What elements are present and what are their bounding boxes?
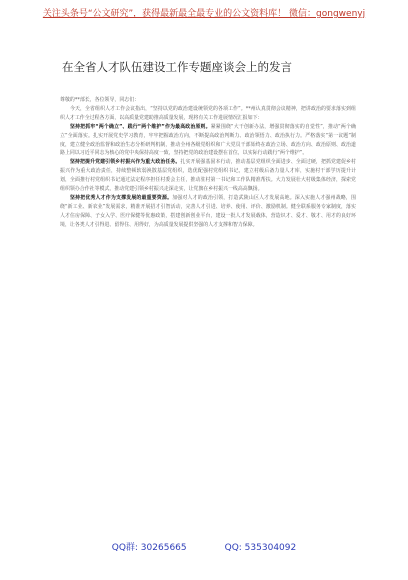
footer-contact	[0, 542, 408, 558]
document-body	[60, 96, 356, 230]
qq-number: QQ: 535304092	[224, 543, 297, 553]
top-banner	[0, 0, 408, 36]
salutation: 尊敬的**部长，各位领导，同志们：	[60, 97, 140, 103]
section-paragraph-3	[60, 194, 356, 230]
paragraph-text: 扎实开展强基固本行动，推动基层党组织全面进步、全面过硬，把抓党建促乡村振兴作为重大政治责任，持续整顿软弱涣散基层党组织，选优配强村党组织书记，建立村级后备力量人才库，实施村干部学历提升计划，全面推行村党组织书记通过法定程序担任村委会主任，推动驻村第一书记和工作队精准帮扶。大力发展壮大村级集体经济，探索党组织领办合作社等模式，推动党建引领乡村振兴走深走实，让党旗在乡村振兴一线高高飘扬。	[60, 159, 356, 193]
section-heading: 坚持把优秀人才作为支撑发展的最重要资源。	[70, 194, 173, 201]
section-paragraph-1	[60, 123, 356, 159]
paragraph-text: 紧紧围绕“大干创新办法，增强贯彻落实的自觉性”，推动“两个确立”全面落实。扎实开展党史学习教育，牢牢把握政治方向，不断提高政治判断力、政治领悟力、政治执行力。严格落实“第一议题”制度，建立健全政治监督和政治生态分析研判机制，推动全州各级党组织和广大党员干部始终在政治立场、政治方向、政治原则、政治道路上同以习近平同志为核心的党中央保持高度一致，坚持把党的政治建设摆在首位，以实际行动践行“两个维护”。	[60, 123, 357, 157]
qq-group: QQ群: 30265665	[111, 543, 187, 553]
section-heading: 坚持把提升党建引领乡村振兴作为重大政治任务。	[70, 159, 181, 166]
banner-link[interactable]: 关注头条号“公文研究”，获得最新最全最专业的公文资料库！ 微信：gongwenyj	[42, 9, 366, 19]
paragraph-text: 今天，全省组织人才工作会议指出，“坚持以党的政治建设统领党的各项工作”。**州认真贯彻会议精神，把讲政治的要求落实到组织人才工作全过程各方面，以高质量党建助推高质量发展，现将有关工作进展情况汇报如下：	[60, 105, 356, 121]
paragraph-text: 加强对人才的政治引领，打造武陵山区人才发展高地。深入实施人才强州战略，围绕“新工业、新农业”发展需求，精准开展招才引智活动，完善人才引进、培养、使用、评价、激励机制。健全联系服务专家制度，落实人才住房保障、子女入学、医疗保健等优惠政策，搭建创新创业平台，建设一批人才发展载体，营造识才、爱才、敬才、用才的良好环境，让各类人才引得进、留得住、用得好，为高质量发展提供坚强的人才支撑和智力保障。	[60, 194, 356, 228]
document-title: 在全省人才队伍建设工作专题座谈会上的发言	[62, 60, 292, 74]
section-paragraph-2	[60, 158, 356, 194]
intro-paragraph	[60, 105, 356, 123]
section-heading: 坚持把抓牢“两个确立”、践行“两个维护”作为最高政治原则。	[70, 123, 211, 130]
